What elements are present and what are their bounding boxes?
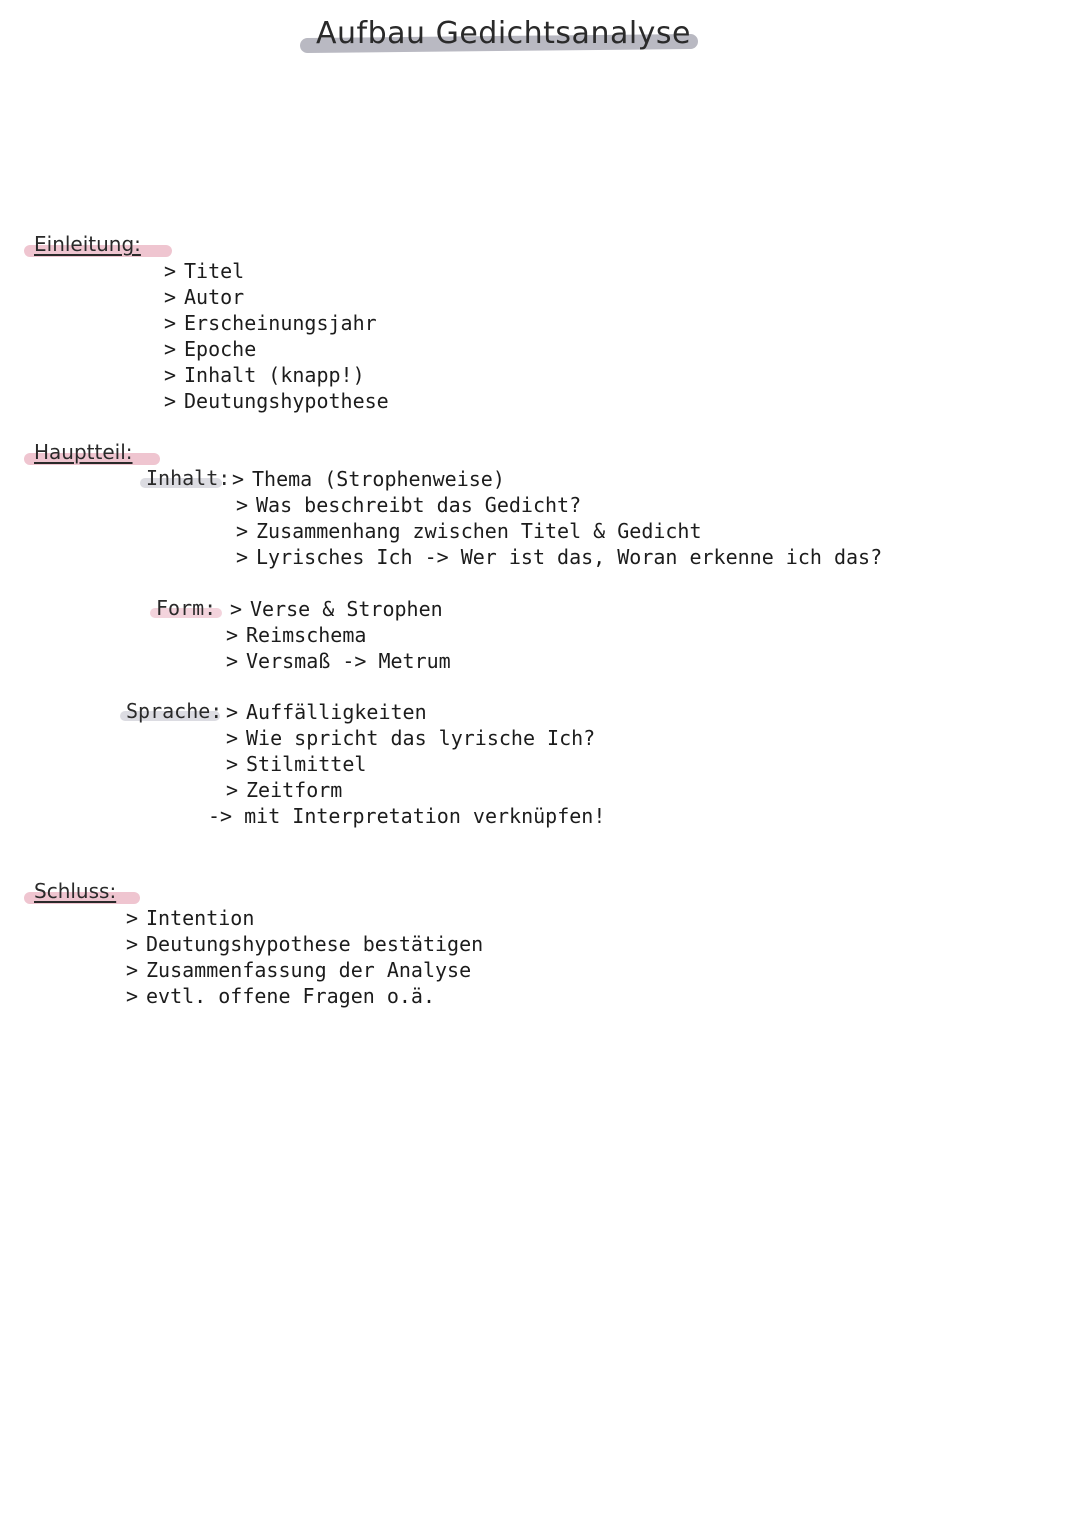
- item-text: Reimschema: [246, 623, 367, 647]
- list-item: [232, 492, 882, 518]
- sprache-note: -> mit Interpretation verknüpfen!: [208, 804, 606, 828]
- schluss-heading-text: Schluss:: [34, 879, 117, 903]
- bullet-icon: >: [164, 311, 177, 335]
- bullet-icon: >: [226, 700, 239, 724]
- list-item: [126, 931, 483, 957]
- list-item: [226, 777, 595, 803]
- item-text: Deutungshypothese: [184, 389, 389, 413]
- item-text: Auffälligkeiten: [246, 700, 427, 724]
- item-text: Stilmittel: [246, 752, 367, 776]
- item-text: Deutungshypothese bestätigen: [146, 932, 484, 956]
- bullet-icon: >: [164, 285, 177, 309]
- inhalt-list: [232, 466, 882, 570]
- item-text: Inhalt (knapp!): [184, 363, 365, 387]
- item-text: Wie spricht das lyrische Ich?: [246, 726, 596, 750]
- list-item: [226, 751, 595, 777]
- list-item: [164, 336, 389, 362]
- form-list: [226, 596, 451, 674]
- item-text: Lyrisches Ich -> Wer ist das, Woran erkenne ich das?: [256, 545, 883, 569]
- bullet-icon: >: [230, 597, 243, 621]
- form-label-text: Form:: [156, 596, 217, 620]
- item-text: Erscheinungsjahr: [184, 311, 377, 335]
- bullet-icon: >: [236, 493, 249, 517]
- item-text: Zusammenfassung der Analyse: [146, 958, 472, 982]
- list-item: [226, 725, 595, 751]
- item-text: Verse & Strophen: [250, 597, 443, 621]
- inhalt-label-text: Inhalt:: [146, 466, 231, 490]
- item-text: Was beschreibt das Gedicht?: [256, 493, 582, 517]
- item-text: evtl. offene Fragen o.ä.: [146, 984, 435, 1008]
- item-text: Versmaß -> Metrum: [246, 649, 451, 673]
- bullet-icon: >: [226, 752, 239, 776]
- list-item: [226, 648, 451, 674]
- schluss-heading: [34, 879, 116, 903]
- item-text: Thema (Strophenweise): [252, 467, 505, 491]
- item-text: Epoche: [184, 337, 257, 361]
- list-item: [126, 905, 483, 931]
- list-item: [164, 310, 389, 336]
- bullet-icon: >: [164, 389, 177, 413]
- list-item: [230, 596, 451, 622]
- list-item: [232, 518, 882, 544]
- sprache-label-text: Sprache:: [126, 699, 223, 723]
- item-text: Zusammenhang zwischen Titel & Gedicht: [256, 519, 702, 543]
- list-item: [164, 284, 389, 310]
- bullet-icon: >: [164, 363, 177, 387]
- einleitung-heading-text: Einleitung:: [34, 232, 141, 256]
- bullet-icon: >: [226, 649, 239, 673]
- hauptteil-heading-text: Hauptteil:: [34, 440, 133, 464]
- list-item: [232, 466, 882, 492]
- title-text: Aufbau Gedichtsanalyse: [316, 16, 692, 51]
- list-item: [164, 362, 389, 388]
- hauptteil-heading: [34, 440, 133, 464]
- bullet-icon: >: [226, 726, 239, 750]
- list-item: [126, 957, 483, 983]
- bullet-icon: >: [236, 545, 249, 569]
- item-text: Titel: [184, 259, 245, 283]
- einleitung-list: [164, 258, 389, 414]
- page-title: [300, 14, 700, 58]
- sprache-label: [126, 699, 222, 723]
- bullet-icon: >: [236, 519, 249, 543]
- form-label: [156, 596, 216, 620]
- bullet-icon: >: [232, 467, 245, 491]
- item-text: Autor: [184, 285, 245, 309]
- item-text: Intention: [146, 906, 255, 930]
- bullet-icon: >: [164, 337, 177, 361]
- bullet-icon: >: [126, 984, 139, 1008]
- bullet-icon: >: [126, 906, 139, 930]
- bullet-icon: >: [226, 623, 239, 647]
- list-item: [226, 699, 595, 725]
- sprache-list: [226, 699, 595, 803]
- list-item: [164, 258, 389, 284]
- list-item: [232, 544, 882, 570]
- schluss-list: [126, 905, 483, 1009]
- list-item: [164, 388, 389, 414]
- bullet-icon: >: [126, 932, 139, 956]
- bullet-icon: >: [164, 259, 177, 283]
- bullet-icon: >: [226, 778, 239, 802]
- einleitung-heading: [34, 232, 141, 256]
- list-item: [126, 983, 483, 1009]
- bullet-icon: >: [126, 958, 139, 982]
- item-text: Zeitform: [246, 778, 343, 802]
- list-item: [226, 622, 451, 648]
- inhalt-label: [146, 466, 230, 490]
